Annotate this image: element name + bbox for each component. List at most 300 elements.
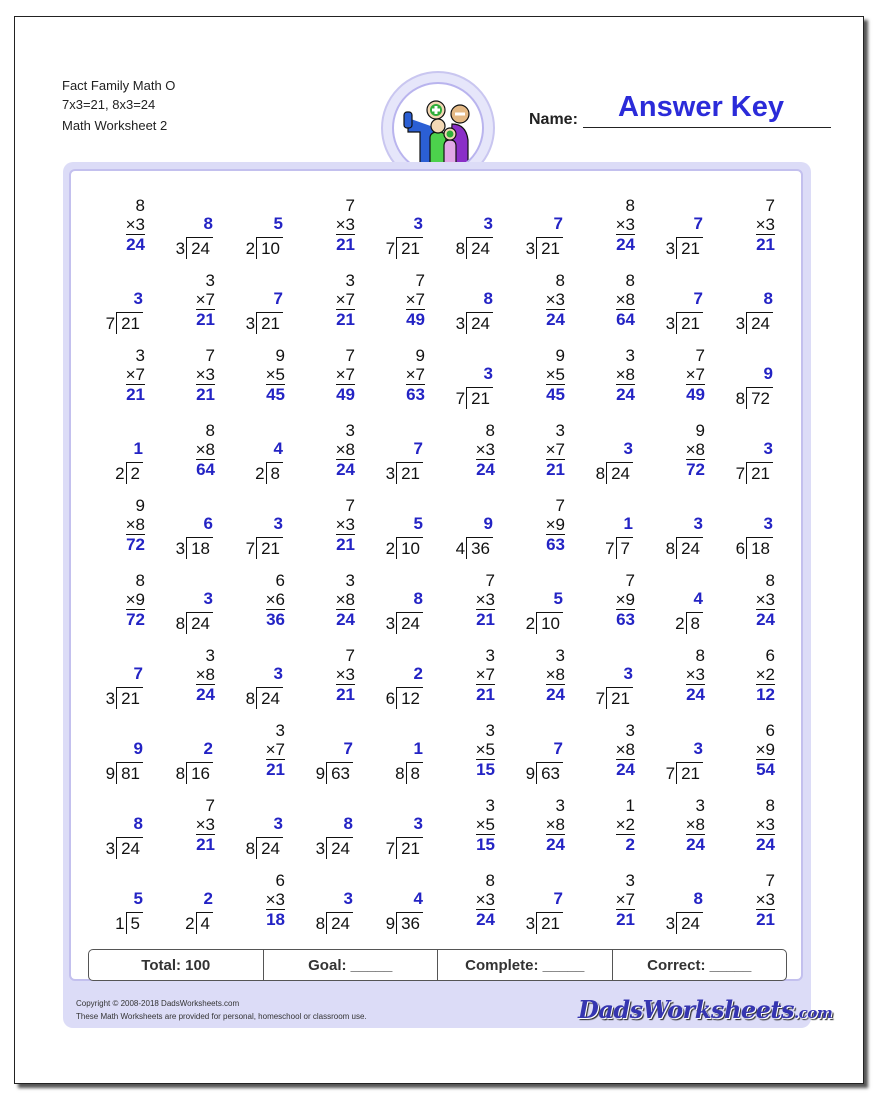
product-answer: 24	[616, 760, 635, 779]
divisor: 7	[105, 314, 116, 333]
divisor: 2	[675, 614, 685, 633]
dividend: 24	[466, 312, 493, 334]
divisor: 8	[315, 914, 326, 933]
division-bracket	[526, 612, 563, 634]
quotient-answer: 8	[483, 289, 493, 308]
dividend: 4	[196, 912, 213, 934]
dividend: 24	[746, 312, 773, 334]
product-answer: 24	[336, 460, 355, 479]
division-bracket	[115, 462, 143, 484]
multiplicand: 3	[695, 796, 705, 815]
division-problem	[363, 646, 433, 716]
divisor: 9	[385, 914, 396, 933]
divisor: 8	[175, 614, 186, 633]
multiplicand: 7	[205, 796, 215, 815]
dividend: 21	[116, 687, 143, 709]
multiplier: ×8	[335, 590, 355, 609]
divisor: 8	[665, 539, 676, 558]
multiplication-problem	[643, 796, 713, 866]
division-problem	[503, 871, 573, 941]
divisor: 7	[385, 839, 396, 858]
divisor: 3	[385, 614, 396, 633]
division-bracket	[255, 462, 283, 484]
divisor: 2	[385, 539, 396, 558]
name-field[interactable]	[583, 127, 831, 128]
multiplier: ×5	[475, 740, 495, 759]
multiplier: ×3	[475, 590, 495, 609]
division-bracket	[736, 387, 773, 409]
quotient-answer: 3	[273, 814, 283, 833]
multiplier: ×3	[615, 215, 635, 234]
product-answer: 49	[336, 385, 355, 404]
multiplicand: 7	[205, 346, 215, 365]
multiplier: ×3	[545, 290, 565, 309]
multiplication-problem	[293, 571, 363, 641]
multiplier: ×8	[125, 515, 145, 534]
divisor: 3	[105, 689, 116, 708]
division-bracket	[456, 312, 493, 334]
multiplicand: 7	[345, 646, 355, 665]
quotient-answer: 9	[133, 739, 143, 758]
dividend: 24	[606, 462, 633, 484]
multiplier: ×7	[545, 440, 565, 459]
division-bracket	[106, 312, 143, 334]
division-problem	[153, 196, 223, 266]
product-answer: 21	[476, 685, 495, 704]
multiplicand: 7	[485, 571, 495, 590]
multiplier: ×7	[405, 290, 425, 309]
multiplier: ×8	[545, 665, 565, 684]
multiplicand: 8	[625, 271, 635, 290]
multiplication-problem	[83, 571, 153, 641]
quotient-answer: 1	[623, 514, 633, 533]
product-answer: 21	[126, 385, 145, 404]
dividend: 24	[676, 912, 703, 934]
division-bracket	[666, 537, 703, 559]
multiplicand: 3	[275, 721, 285, 740]
multiplicand: 8	[555, 271, 565, 290]
divisor: 4	[455, 539, 466, 558]
dividend: 21	[396, 237, 423, 259]
quotient-answer: 3	[273, 514, 283, 533]
divisor: 3	[105, 839, 116, 858]
dividend: 21	[536, 237, 563, 259]
multiplier: ×3	[195, 365, 215, 384]
dividend: 21	[466, 387, 493, 409]
dividend: 2	[126, 462, 143, 484]
quotient-answer: 5	[133, 889, 143, 908]
multiplication-problem	[573, 721, 643, 791]
product-answer: 15	[476, 760, 495, 779]
dividend: 21	[396, 837, 423, 859]
quotient-answer: 7	[693, 289, 703, 308]
division-bracket	[246, 312, 283, 334]
divisor: 7	[665, 764, 676, 783]
division-bracket	[246, 837, 283, 859]
quotient-answer: 3	[273, 664, 283, 683]
problem-frame	[63, 162, 811, 1028]
division-bracket	[316, 762, 353, 784]
multiplier: ×3	[335, 215, 355, 234]
quotient-answer: 6	[203, 514, 213, 533]
product-answer: 21	[476, 610, 495, 629]
brand-name: DadsWorksheets	[578, 995, 795, 1024]
division-problem	[223, 421, 293, 491]
worksheet-subtitle: Math Worksheet 2	[62, 118, 168, 133]
product-answer: 49	[406, 310, 425, 329]
dividend: 8	[266, 462, 283, 484]
product-answer: 21	[196, 310, 215, 329]
division-problem	[83, 271, 153, 341]
product-answer: 72	[686, 460, 705, 479]
multiplication-problem	[363, 346, 433, 416]
divisor: 8	[595, 464, 606, 483]
dividend: 24	[116, 837, 143, 859]
multiplier: ×2	[755, 665, 775, 684]
division-problem	[83, 646, 153, 716]
multiplicand: 8	[135, 571, 145, 590]
multiplication-problem	[713, 196, 783, 266]
copyright-line: Copyright © 2008-2018 DadsWorksheets.com	[76, 999, 240, 1008]
multiplier: ×7	[195, 290, 215, 309]
multiplication-problem	[503, 271, 573, 341]
dividend: 8	[686, 612, 703, 634]
quotient-answer: 5	[273, 214, 283, 233]
multiplier: ×8	[615, 290, 635, 309]
multiplication-problem	[223, 346, 293, 416]
multiplicand: 9	[555, 346, 565, 365]
multiplier: ×8	[615, 740, 635, 759]
division-bracket	[386, 462, 423, 484]
dividend: 12	[396, 687, 423, 709]
division-bracket	[386, 237, 423, 259]
quotient-answer: 7	[413, 439, 423, 458]
division-problem	[643, 496, 713, 566]
division-problem	[363, 721, 433, 791]
division-problem	[363, 496, 433, 566]
multiplication-problem	[83, 496, 153, 566]
multiplicand: 3	[345, 571, 355, 590]
dadsworksheets-logo	[578, 995, 832, 1024]
division-bracket	[246, 537, 283, 559]
divisor: 3	[665, 314, 676, 333]
product-answer: 72	[126, 535, 145, 554]
quotient-answer: 9	[483, 514, 493, 533]
multiplier: ×8	[685, 815, 705, 834]
divisor: 7	[605, 539, 615, 558]
product-answer: 24	[546, 685, 565, 704]
divisor: 9	[315, 764, 326, 783]
division-bracket	[526, 762, 563, 784]
multiplicand: 3	[205, 646, 215, 665]
divisor: 3	[735, 314, 746, 333]
division-problem	[713, 271, 783, 341]
multiplication-problem	[573, 346, 643, 416]
multiplier: ×9	[615, 590, 635, 609]
dividend: 24	[186, 237, 213, 259]
divisor: 3	[455, 314, 466, 333]
multiplier: ×3	[755, 890, 775, 909]
multiplier: ×9	[545, 515, 565, 534]
quotient-answer: 8	[693, 889, 703, 908]
divisor: 3	[525, 914, 536, 933]
quotient-answer: 2	[203, 739, 213, 758]
division-problem	[503, 196, 573, 266]
product-answer: 21	[336, 535, 355, 554]
quotient-answer: 1	[133, 439, 143, 458]
quotient-answer: 8	[133, 814, 143, 833]
multiplication-problem	[293, 196, 363, 266]
division-bracket	[176, 612, 213, 634]
multiplication-problem	[573, 196, 643, 266]
multiplier: ×9	[755, 740, 775, 759]
product-answer: 24	[546, 310, 565, 329]
divisor: 8	[735, 389, 746, 408]
divisor: 3	[525, 239, 536, 258]
division-bracket	[675, 612, 703, 634]
multiplication-problem	[713, 571, 783, 641]
product-answer: 45	[546, 385, 565, 404]
dividend: 7	[616, 537, 633, 559]
total-count: Total: 100	[141, 956, 211, 974]
product-answer: 24	[546, 835, 565, 854]
dividend: 10	[256, 237, 283, 259]
product-answer: 21	[756, 910, 775, 929]
quotient-answer: 8	[203, 214, 213, 233]
multiplier: ×3	[475, 440, 495, 459]
division-bracket	[246, 687, 283, 709]
division-problem	[83, 721, 153, 791]
multiplication-problem	[293, 496, 363, 566]
multiplier: ×8	[545, 815, 565, 834]
correct-field[interactable]: Correct: _____	[612, 950, 787, 980]
multiplication-problem	[153, 421, 223, 491]
multiplicand: 3	[345, 271, 355, 290]
multiplicand: 3	[485, 721, 495, 740]
multiplicand: 8	[485, 871, 495, 890]
dividend: 24	[186, 612, 213, 634]
multiplier: ×3	[755, 590, 775, 609]
quotient-answer: 3	[693, 514, 703, 533]
division-bracket	[246, 237, 283, 259]
division-problem	[643, 271, 713, 341]
multiplicand: 3	[555, 796, 565, 815]
division-problem	[363, 196, 433, 266]
dividend: 18	[186, 537, 213, 559]
multiplication-problem	[433, 796, 503, 866]
multiplication-problem	[643, 421, 713, 491]
quotient-answer: 1	[413, 739, 423, 758]
multiplicand: 9	[275, 346, 285, 365]
divisor: 7	[735, 464, 746, 483]
quotient-answer: 3	[763, 514, 773, 533]
dividend: 24	[256, 837, 283, 859]
multiplicand: 3	[485, 796, 495, 815]
division-bracket	[666, 237, 703, 259]
division-problem	[573, 496, 643, 566]
multiplier: ×3	[755, 215, 775, 234]
multiplier: ×8	[195, 665, 215, 684]
multiplication-problem	[153, 646, 223, 716]
multiplication-problem	[573, 271, 643, 341]
multiplicand: 9	[695, 421, 705, 440]
division-bracket	[106, 687, 143, 709]
multiplier: ×9	[125, 590, 145, 609]
product-answer: 64	[196, 460, 215, 479]
product-answer: 63	[406, 385, 425, 404]
multiplicand: 8	[765, 571, 775, 590]
product-answer: 45	[266, 385, 285, 404]
goal-field[interactable]: Goal: _____	[263, 950, 438, 980]
divisor: 7	[595, 689, 606, 708]
division-problem	[643, 196, 713, 266]
division-bracket	[736, 537, 773, 559]
product-answer: 24	[196, 685, 215, 704]
multiplication-problem	[83, 346, 153, 416]
dividend: 24	[326, 912, 353, 934]
quotient-answer: 7	[343, 739, 353, 758]
multiplication-problem	[643, 346, 713, 416]
multiplication-problem	[713, 646, 783, 716]
multiplication-problem	[433, 421, 503, 491]
multiplication-problem	[503, 646, 573, 716]
product-answer: 24	[756, 610, 775, 629]
multiplier: ×5	[265, 365, 285, 384]
dividend: 21	[396, 462, 423, 484]
dividend: 21	[256, 312, 283, 334]
divisor: 3	[175, 539, 186, 558]
dividend: 24	[256, 687, 283, 709]
multiplicand: 7	[345, 346, 355, 365]
division-bracket	[456, 537, 493, 559]
divisor: 2	[185, 914, 195, 933]
multiplicand: 6	[275, 871, 285, 890]
product-answer: 24	[756, 835, 775, 854]
multiplier: ×3	[335, 665, 355, 684]
multiplicand: 3	[485, 646, 495, 665]
multiplication-problem	[433, 721, 503, 791]
multiplier: ×3	[265, 890, 285, 909]
divisor: 7	[455, 389, 466, 408]
product-answer: 64	[616, 310, 635, 329]
divisor: 3	[175, 239, 186, 258]
quotient-answer: 9	[763, 364, 773, 383]
quotient-answer: 3	[483, 364, 493, 383]
name-label: Name:	[529, 111, 578, 128]
multiplier: ×3	[125, 215, 145, 234]
product-answer: 24	[686, 685, 705, 704]
product-answer: 24	[126, 235, 145, 254]
multiplication-problem	[503, 496, 573, 566]
multiplicand: 3	[135, 346, 145, 365]
brand-suffix: .com	[794, 1004, 833, 1022]
multiplier: ×8	[195, 440, 215, 459]
multiplier: ×7	[125, 365, 145, 384]
divisor: 2	[255, 464, 265, 483]
quotient-answer: 3	[203, 589, 213, 608]
multiplier: ×3	[195, 815, 215, 834]
division-problem	[153, 871, 223, 941]
division-problem	[643, 571, 713, 641]
divisor: 1	[115, 914, 125, 933]
quotient-answer: 3	[763, 439, 773, 458]
multiplicand: 3	[205, 271, 215, 290]
divisor: 3	[245, 314, 256, 333]
division-bracket	[106, 837, 143, 859]
division-bracket	[456, 237, 493, 259]
product-answer: 24	[336, 610, 355, 629]
division-bracket	[666, 912, 703, 934]
division-bracket	[666, 312, 703, 334]
quotient-answer: 2	[413, 664, 423, 683]
division-bracket	[316, 912, 353, 934]
multiplier: ×7	[615, 890, 635, 909]
multiplicand: 6	[765, 721, 775, 740]
division-bracket	[456, 387, 493, 409]
multiplier: ×7	[685, 365, 705, 384]
multiplier: ×8	[615, 365, 635, 384]
division-problem	[433, 196, 503, 266]
multiplication-problem	[433, 571, 503, 641]
dividend: 63	[536, 762, 563, 784]
multiplicand: 3	[555, 421, 565, 440]
multiplicand: 7	[345, 196, 355, 215]
division-bracket	[386, 912, 423, 934]
multiplicand: 7	[415, 271, 425, 290]
multiplication-problem	[153, 271, 223, 341]
dividend: 5	[126, 912, 143, 934]
division-problem	[363, 871, 433, 941]
multiplier: ×3	[685, 665, 705, 684]
product-answer: 24	[476, 460, 495, 479]
division-problem	[713, 421, 783, 491]
quotient-answer: 3	[413, 814, 423, 833]
divisor: 3	[665, 239, 676, 258]
divisor: 7	[245, 539, 256, 558]
division-bracket	[386, 837, 423, 859]
product-answer: 18	[266, 910, 285, 929]
multiplier: ×7	[265, 740, 285, 759]
multiplication-problem	[223, 571, 293, 641]
multiplicand: 1	[625, 796, 635, 815]
product-answer: 2	[616, 834, 635, 854]
multiplier: ×5	[545, 365, 565, 384]
division-bracket	[596, 687, 633, 709]
problem-grid	[69, 169, 803, 981]
divisor: 6	[735, 539, 746, 558]
division-problem	[223, 271, 293, 341]
division-bracket	[176, 237, 213, 259]
division-problem	[433, 346, 503, 416]
dividend: 8	[406, 762, 423, 784]
complete-field[interactable]: Complete: _____	[437, 950, 612, 980]
divisor: 8	[175, 764, 186, 783]
multiplicand: 9	[415, 346, 425, 365]
product-answer: 21	[196, 385, 215, 404]
division-problem	[643, 721, 713, 791]
dividend: 10	[396, 537, 423, 559]
dividend: 21	[536, 912, 563, 934]
division-problem	[573, 646, 643, 716]
division-bracket	[106, 762, 143, 784]
dividend: 81	[116, 762, 143, 784]
division-problem	[573, 421, 643, 491]
quotient-answer: 3	[693, 739, 703, 758]
multiplicand: 6	[765, 646, 775, 665]
multiplier: ×7	[335, 365, 355, 384]
multiplication-problem	[433, 646, 503, 716]
division-problem	[433, 271, 503, 341]
